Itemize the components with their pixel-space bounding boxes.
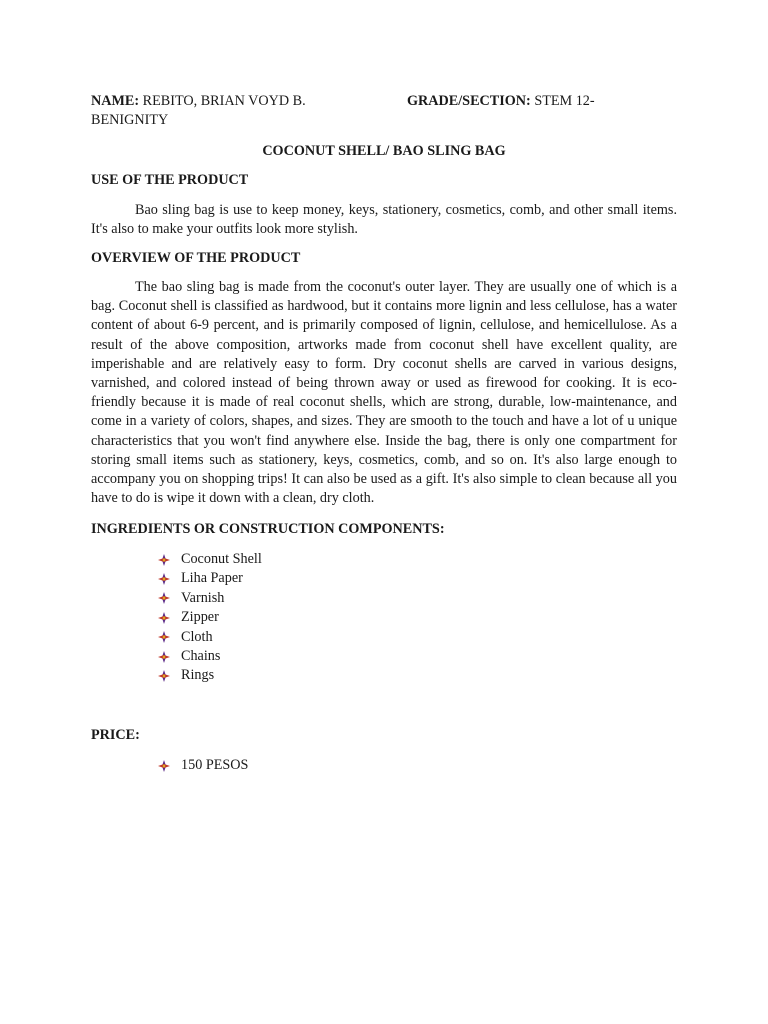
list-item-text: Chains	[181, 648, 221, 665]
list-item	[157, 647, 262, 666]
grade-value: STEM 12-	[534, 93, 595, 109]
name-field	[91, 92, 407, 111]
overview-heading: OVERVIEW OF THE PRODUCT	[91, 250, 301, 266]
use-text: Bao sling bag is use to keep money, keys, stationery, cosmetics, comb, and other small items. It's also to make your outfits look more stylish.	[91, 202, 677, 238]
use-paragraph	[91, 201, 677, 239]
bullet-icon	[157, 630, 171, 644]
bullet-icon	[157, 611, 171, 625]
grade-value-continued: BENIGNITY	[91, 112, 169, 129]
ingredients-list	[157, 550, 262, 686]
use-heading: USE OF THE PRODUCT	[91, 172, 249, 188]
list-item-text: 150 PESOS	[181, 757, 249, 774]
list-item-text: Liha Paper	[181, 570, 243, 587]
list-item-text: Cloth	[181, 628, 213, 645]
list-item	[157, 550, 262, 569]
name-value: REBITO, BRIAN VOYD B.	[142, 93, 306, 109]
overview-paragraph	[91, 278, 677, 508]
ingredients-heading: INGREDIENTS OR CONSTRUCTION COMPONENTS:	[91, 521, 445, 537]
list-item-text: Coconut Shell	[181, 551, 262, 568]
name-label: NAME:	[91, 93, 140, 109]
bullet-icon	[157, 669, 171, 683]
bullet-icon	[157, 759, 171, 773]
list-item-text: Rings	[181, 667, 215, 684]
bullet-icon	[157, 553, 171, 567]
list-item	[157, 569, 262, 588]
list-item	[157, 756, 248, 775]
student-info	[91, 92, 677, 130]
list-item	[157, 628, 262, 647]
bullet-icon	[157, 572, 171, 586]
overview-text: The bao sling bag is made from the coconut's outer layer. They are usually one of which is a bag. Coconut shell is classified as hardwood, but it contains more lignin and less cellulose, has a water content of about 6-9 percent, and is primarily composed of lignin, cellulose, and hemicellulose. As a result of the above composition, artworks made from coconut shell have excellent quality, are imperishable and are relatively easy to form. Dry coconut shells are carved in various designs, varnished, and colored instead of being thrown away or used as firewood for cooking. It is eco-friendly because it is made of real coconut shells, which are strong, durable, low-maintenance, and come in a variety of colors, shapes, and sizes. They are smooth to the touch and have a lot of u unique characteristics that you won't find anywhere else. Inside the bag, there is only one compartment for storing small items such as stationery, keys, cosmetics, comb, and so on. It's also large enough to accompany you on shopping trips! It can also be used as a gift. It's also simple to clean because all you have to do is wipe it down with a clean, dry cloth.	[91, 279, 677, 507]
price-heading: PRICE:	[91, 727, 140, 743]
list-item-text: Varnish	[181, 589, 225, 606]
grade-field	[407, 92, 595, 111]
list-item	[157, 666, 262, 685]
grade-label: GRADE/SECTION:	[407, 93, 531, 109]
list-item	[157, 589, 262, 608]
document-title: COCONUT SHELL/ BAO SLING BAG	[262, 143, 506, 159]
bullet-icon	[157, 650, 171, 664]
bullet-icon	[157, 591, 171, 605]
price-list	[157, 756, 248, 775]
list-item-text: Zipper	[181, 609, 219, 626]
list-item	[157, 608, 262, 627]
